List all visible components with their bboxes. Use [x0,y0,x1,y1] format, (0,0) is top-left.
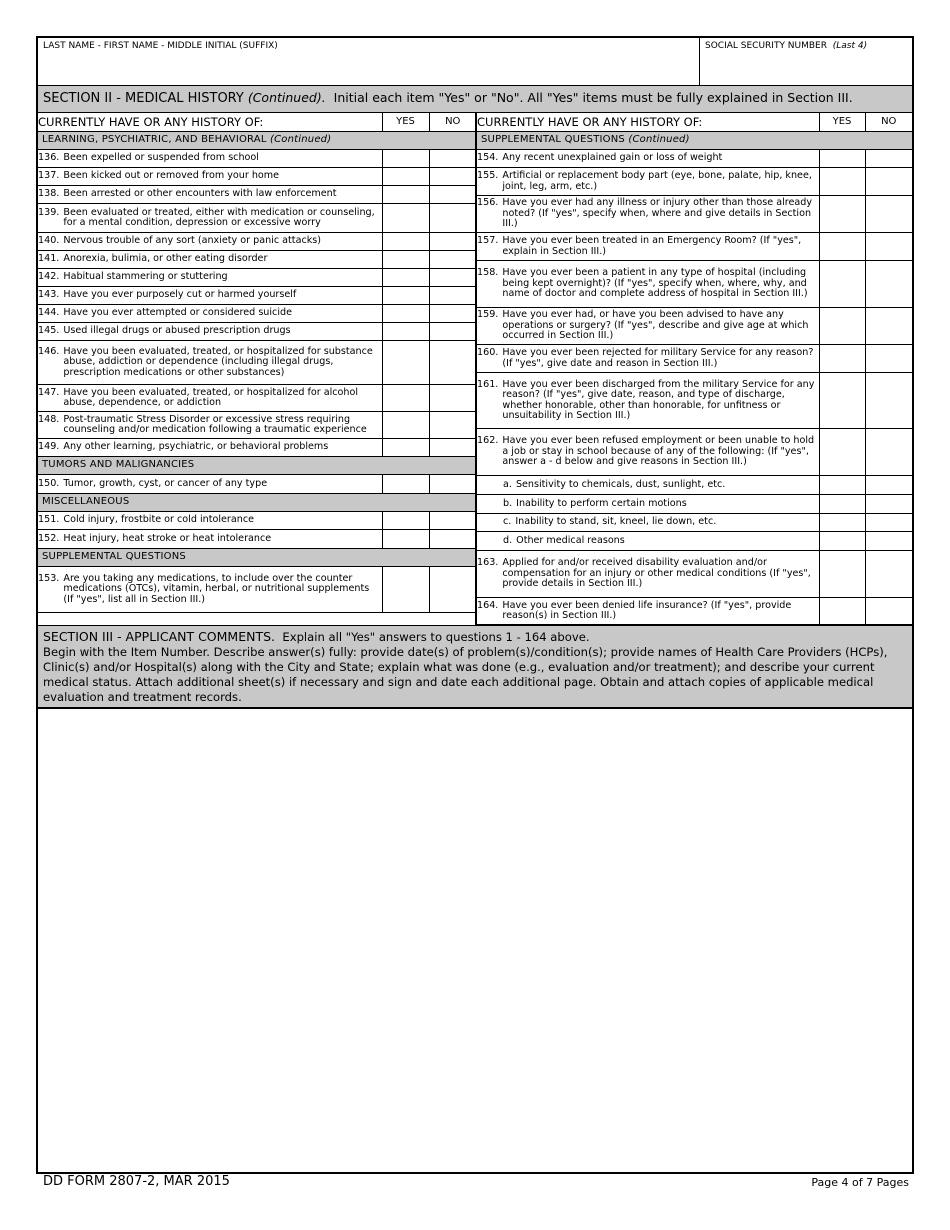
question-row [477,551,912,598]
question-text: Post-traumatic Stress Disorder or excessive stress requiring counseling and/or medication following a traumatic experience [63,413,367,435]
question-cell [38,530,382,549]
question-cell [38,204,382,233]
section-3-lead: Explain all "Yes" answers to questions 1 - 164 above. [282,630,590,644]
question-number: 137. [38,170,60,182]
left-items-2 [38,475,476,494]
question-cell [38,412,382,439]
question-text: Heat injury, heat stroke or heat intolerance [63,532,272,544]
question-text: Been arrested or other encounters with law enforcement [63,188,337,200]
yes-initial-box[interactable] [382,204,429,233]
no-initial-box[interactable] [429,287,476,305]
category-miscellaneous: MISCELLANEOUS [38,494,476,512]
question-row [38,512,476,530]
category-note: (Continued) [628,134,690,146]
category-row [38,549,476,567]
question-row [477,598,912,625]
question-row [38,530,476,549]
question-text: Have you been evaluated, treated, or hospitalized for alcohol abuse, dependence, or addiction [63,386,359,408]
question-number: c. [503,516,512,528]
no-initial-box[interactable] [429,305,476,323]
question-cell [477,308,819,345]
no-initial-box[interactable] [865,551,912,598]
question-cell [38,385,382,412]
question-number: d. [503,534,513,546]
question-text: Inability to stand, sit, kneel, lie down, etc. [515,516,717,528]
yes-initial-box[interactable] [382,385,429,412]
left-yes-heading: YES [382,113,429,132]
question-number: 146. [38,345,60,357]
question-text: Cold injury, frostbite or cold intolerance [63,514,255,526]
no-initial-box[interactable] [429,512,476,530]
no-initial-box[interactable] [865,532,912,551]
yes-initial-box[interactable] [382,305,429,323]
question-text: Anorexia, bulimia, or other eating disorder [63,253,268,265]
no-initial-box[interactable] [865,150,912,168]
question-cell [38,567,382,613]
no-initial-box[interactable] [429,251,476,269]
left-column-heading: CURRENTLY HAVE OR ANY HISTORY OF: [38,113,382,132]
question-row [477,532,912,551]
yes-initial-box[interactable] [382,150,429,168]
question-text: Been evaluated or treated, either with medication or counseling, for a mental condition, depression or excessive worry [63,206,375,228]
ssn-field[interactable] [700,38,912,85]
no-initial-box[interactable] [429,385,476,412]
no-initial-box[interactable] [429,567,476,613]
right-column-heading: CURRENTLY HAVE OR ANY HISTORY OF: [477,113,819,132]
no-initial-box[interactable] [429,530,476,549]
question-cell [38,305,382,323]
category-note: (Continued) [270,134,332,146]
question-cell [477,551,819,598]
question-cell [38,512,382,530]
right-no-heading: NO [865,113,912,132]
question-text: Have you been evaluated, treated, or hospitalized for substance abuse, addiction or dependence (including illegal drugs, prescription medications or other substances) [63,345,373,378]
question-row [477,196,912,233]
question-row [477,345,912,373]
no-initial-box[interactable] [865,196,912,233]
question-number: 154. [477,152,499,164]
no-initial-box[interactable] [429,341,476,385]
question-row [38,204,476,233]
right-yes-heading: YES [819,113,865,132]
no-initial-box[interactable] [865,308,912,345]
category-row [38,132,476,150]
question-row [38,567,476,613]
no-initial-box[interactable] [429,412,476,439]
no-initial-box[interactable] [865,514,912,532]
question-cell [477,514,819,532]
question-cell [477,233,819,261]
question-text: Have you ever had any illness or injury other than those already noted? (If "yes", specify when, where and give details in Section III.) [502,197,813,230]
yes-initial-box[interactable] [819,598,865,625]
question-number: 145. [38,325,60,337]
question-row [38,385,476,412]
question-number: 147. [38,386,60,398]
yes-initial-box[interactable] [819,495,865,514]
yes-initial-box[interactable] [382,512,429,530]
yes-initial-box[interactable] [819,150,865,168]
question-number: 160. [477,347,499,358]
question-row [477,373,912,429]
question-text: Used illegal drugs or abused prescription drugs [63,325,291,337]
question-number: 144. [38,307,60,319]
yes-initial-box[interactable] [382,439,429,457]
yes-initial-box[interactable] [819,196,865,233]
category-label: SUPPLEMENTAL QUESTIONS [481,134,625,146]
no-initial-box[interactable] [865,261,912,308]
yes-initial-box[interactable] [382,341,429,385]
question-row [477,308,912,345]
question-cell [38,323,382,341]
question-row [38,475,476,494]
question-cell [38,168,382,186]
question-row [38,305,476,323]
yes-initial-box[interactable] [819,233,865,261]
no-initial-box[interactable] [429,204,476,233]
yes-initial-box[interactable] [819,345,865,373]
left-no-heading: NO [429,113,476,132]
right-column-header [477,113,912,132]
left-question-table [38,113,476,613]
category-learning-psychiatric [38,132,476,150]
no-initial-box[interactable] [429,150,476,168]
question-text: Have you ever been discharged from the military Service for any reason? (If "yes", give date, reason, and type of discharge, whether honorable, other than honorable, for unfitness or unsuitability in Section III.) [502,378,815,421]
question-cell [38,150,382,168]
category-label: LEARNING, PSYCHIATRIC, AND BEHAVIORAL [42,134,267,146]
left-items-3 [38,512,476,549]
no-initial-box[interactable] [429,439,476,457]
yes-initial-box[interactable] [819,476,865,495]
section-3-body: Begin with the Item Number. Describe answer(s) fully: provide date(s) of problem(s)/condition(s); provide names of Health Care Providers (HCPs), Clinic(s) and/or Hospital(s) along with the City and State; explain what was done (e.g., evaluation and/or treatment); and describe your current medical status. Attach additional sheet(s) if necessary and sign and date each additional page. Obtain and attach copies of applicable medical evaluation and treatment records. [43,645,888,704]
question-text: Tumor, growth, cyst, or cancer of any type [63,477,268,489]
yes-initial-box[interactable] [382,412,429,439]
question-text: Habitual stammering or stuttering [63,271,228,283]
question-row [38,269,476,287]
yes-initial-box[interactable] [382,251,429,269]
category-row [38,457,476,475]
right-items [477,150,912,476]
question-row [38,150,476,168]
category-row [477,132,912,150]
category-supplemental-continued [477,132,912,150]
no-initial-box[interactable] [865,168,912,196]
question-cell [38,287,382,305]
question-text: Have you ever been denied life insurance? (If "yes", provide reason(s) in Section III.) [502,599,792,621]
name-field[interactable] [38,38,700,85]
question-number: 143. [38,289,60,301]
question-cell [477,476,819,495]
category-supplemental: SUPPLEMENTAL QUESTIONS [38,549,476,567]
question-row [38,168,476,186]
question-number: 139. [38,206,60,218]
question-row [38,323,476,341]
question-cell [477,373,819,429]
question-text: Been kicked out or removed from your home [63,170,280,182]
question-text: Inability to perform certain motions [516,497,687,509]
medical-history-form [36,36,914,1174]
no-initial-box[interactable] [429,168,476,186]
question-row [477,495,912,514]
yes-initial-box[interactable] [819,261,865,308]
question-cell [477,345,819,373]
no-initial-box[interactable] [429,233,476,251]
question-number: a. [503,478,512,490]
yes-initial-box[interactable] [819,514,865,532]
ssn-label-wrap [705,41,867,51]
no-initial-box[interactable] [865,345,912,373]
question-row [38,412,476,439]
question-cell [477,261,819,308]
question-number: 142. [38,271,60,283]
question-number: 155. [477,170,499,181]
right-items-end [477,551,912,625]
ssn-label: SOCIAL SECURITY NUMBER [705,41,828,51]
question-number: 162. [477,435,499,447]
question-row [477,514,912,532]
question-row [477,233,912,261]
question-number: 163. [477,557,499,569]
question-cell [38,475,382,494]
question-cell [38,233,382,251]
no-initial-box[interactable] [429,323,476,341]
question-number: 153. [38,572,60,584]
yes-initial-box[interactable] [382,323,429,341]
left-items-4 [38,567,476,613]
question-row [38,287,476,305]
question-text: Any other learning, psychiatric, or behavioral problems [63,441,329,453]
question-number: 148. [38,413,60,425]
yes-initial-box[interactable] [382,186,429,204]
yes-initial-box[interactable] [382,269,429,287]
question-cell [38,186,382,204]
question-number: 150. [38,477,60,489]
yes-initial-box[interactable] [382,168,429,186]
question-text: Have you ever had, or have you been advised to have any operations or surgery? (If "yes", describe and give age at which occurred in Section III.) [502,309,809,342]
question-cell [38,251,382,269]
question-cell [38,439,382,457]
question-number: 149. [38,441,60,453]
question-number: 158. [477,267,499,279]
question-row [477,429,912,476]
question-row [38,186,476,204]
right-question-table [477,113,912,625]
no-initial-box[interactable] [865,373,912,429]
question-cell [477,598,819,625]
question-text: Have you ever been refused employment or been unable to hold a job or stay in school because of any of the following: (If "yes", answer a - d below and give reasons in Section III.) [502,435,815,468]
question-row [477,476,912,495]
question-text: Have you ever been treated in an Emergency Room? (If "yes", explain in Section III.) [502,235,802,257]
question-text: Are you taking any medications, to include over the counter medications (OTCs), vitamin, herbal, or nutritional supplements (If "yes", list all in Section III.) [63,572,370,605]
question-text: Nervous trouble of any sort (anxiety or panic attacks) [63,235,322,247]
question-row [477,150,912,168]
question-cell [477,532,819,551]
category-row [38,494,476,512]
section-2-header [38,86,912,113]
question-row [38,233,476,251]
yes-initial-box[interactable] [382,567,429,613]
yes-initial-box[interactable] [819,551,865,598]
question-cell [477,196,819,233]
question-number: 141. [38,253,60,265]
ssn-note: (Last 4) [832,41,868,51]
no-initial-box[interactable] [429,269,476,287]
question-cell [477,150,819,168]
question-cell [38,341,382,385]
no-initial-box[interactable] [429,475,476,494]
left-column-header [38,113,476,132]
form-id: DD FORM 2807-2, MAR 2015 [43,1174,230,1189]
category-tumors: TUMORS AND MALIGNANCIES [38,457,476,475]
question-number: 157. [477,235,499,246]
question-row [477,168,912,196]
question-number: 140. [38,235,60,247]
question-text: Other medical reasons [516,534,625,546]
yes-initial-box[interactable] [819,168,865,196]
question-number: 136. [38,152,60,164]
no-initial-box[interactable] [865,233,912,261]
yes-initial-box[interactable] [382,287,429,305]
question-cell [477,429,819,476]
question-number: 152. [38,532,60,544]
section-3-title: SECTION III - APPLICANT COMMENTS. [43,629,276,644]
question-text: Been expelled or suspended from school [63,152,259,164]
no-initial-box[interactable] [865,429,912,476]
question-cell [477,495,819,514]
question-number: 138. [38,188,60,200]
question-row [38,341,476,385]
yes-initial-box[interactable] [382,475,429,494]
yes-initial-box[interactable] [819,373,865,429]
yes-initial-box[interactable] [382,233,429,251]
question-cell [38,269,382,287]
yes-initial-box[interactable] [819,429,865,476]
section-2-instructions: Initial each item "Yes" or "No". All "Yes" items must be fully explained in Section III. [333,90,853,105]
question-number: 151. [38,514,60,526]
question-text: Have you ever purposely cut or harmed yourself [63,289,297,301]
question-text: Artificial or replacement body part (eye, bone, palate, hip, knee, joint, leg, arm, etc.) [502,170,812,192]
question-text: Any recent unexplained gain or loss of weight [502,152,723,164]
left-items-1 [38,150,476,457]
question-text: Have you ever been rejected for military Service for any reason? (If "yes", give date and reason in Section III.) [502,347,814,369]
question-text: Sensitivity to chemicals, dust, sunlight, etc. [515,478,726,490]
no-initial-box[interactable] [429,186,476,204]
identification-row [38,38,912,86]
question-text: Have you ever attempted or considered suicide [63,307,292,319]
right-subitems [477,476,912,551]
applicant-comments-area[interactable] [38,709,912,1172]
question-cell [477,168,819,196]
no-initial-box[interactable] [865,476,912,495]
question-row [38,251,476,269]
no-initial-box[interactable] [865,495,912,514]
yes-initial-box[interactable] [819,532,865,551]
page-number: Page 4 of 7 Pages [811,1176,909,1189]
question-text: Have you ever been a patient in any type of hospital (including being kept overnight)? (If "yes", specify when, where, why, and name of doctor and complete address of hospital in Section III.) [502,267,808,300]
question-number: 159. [477,309,499,321]
question-number: 156. [477,197,499,209]
question-number: b. [503,497,513,509]
yes-initial-box[interactable] [382,530,429,549]
section-3-header [38,625,912,709]
yes-initial-box[interactable] [819,308,865,345]
question-text: Applied for and/or received disability evaluation and/or compensation for an injury or other medical conditions (If "yes", provide details in Section III.) [502,557,811,590]
question-number: 164. [477,599,499,611]
question-row [38,439,476,457]
name-label: LAST NAME - FIRST NAME - MIDDLE INITIAL (SUFFIX) [43,41,278,51]
section-2-continued: (Continued). [247,90,326,105]
section-2-title: SECTION II - MEDICAL HISTORY [43,91,244,106]
question-row [477,261,912,308]
question-number: 161. [477,378,499,390]
no-initial-box[interactable] [865,598,912,625]
